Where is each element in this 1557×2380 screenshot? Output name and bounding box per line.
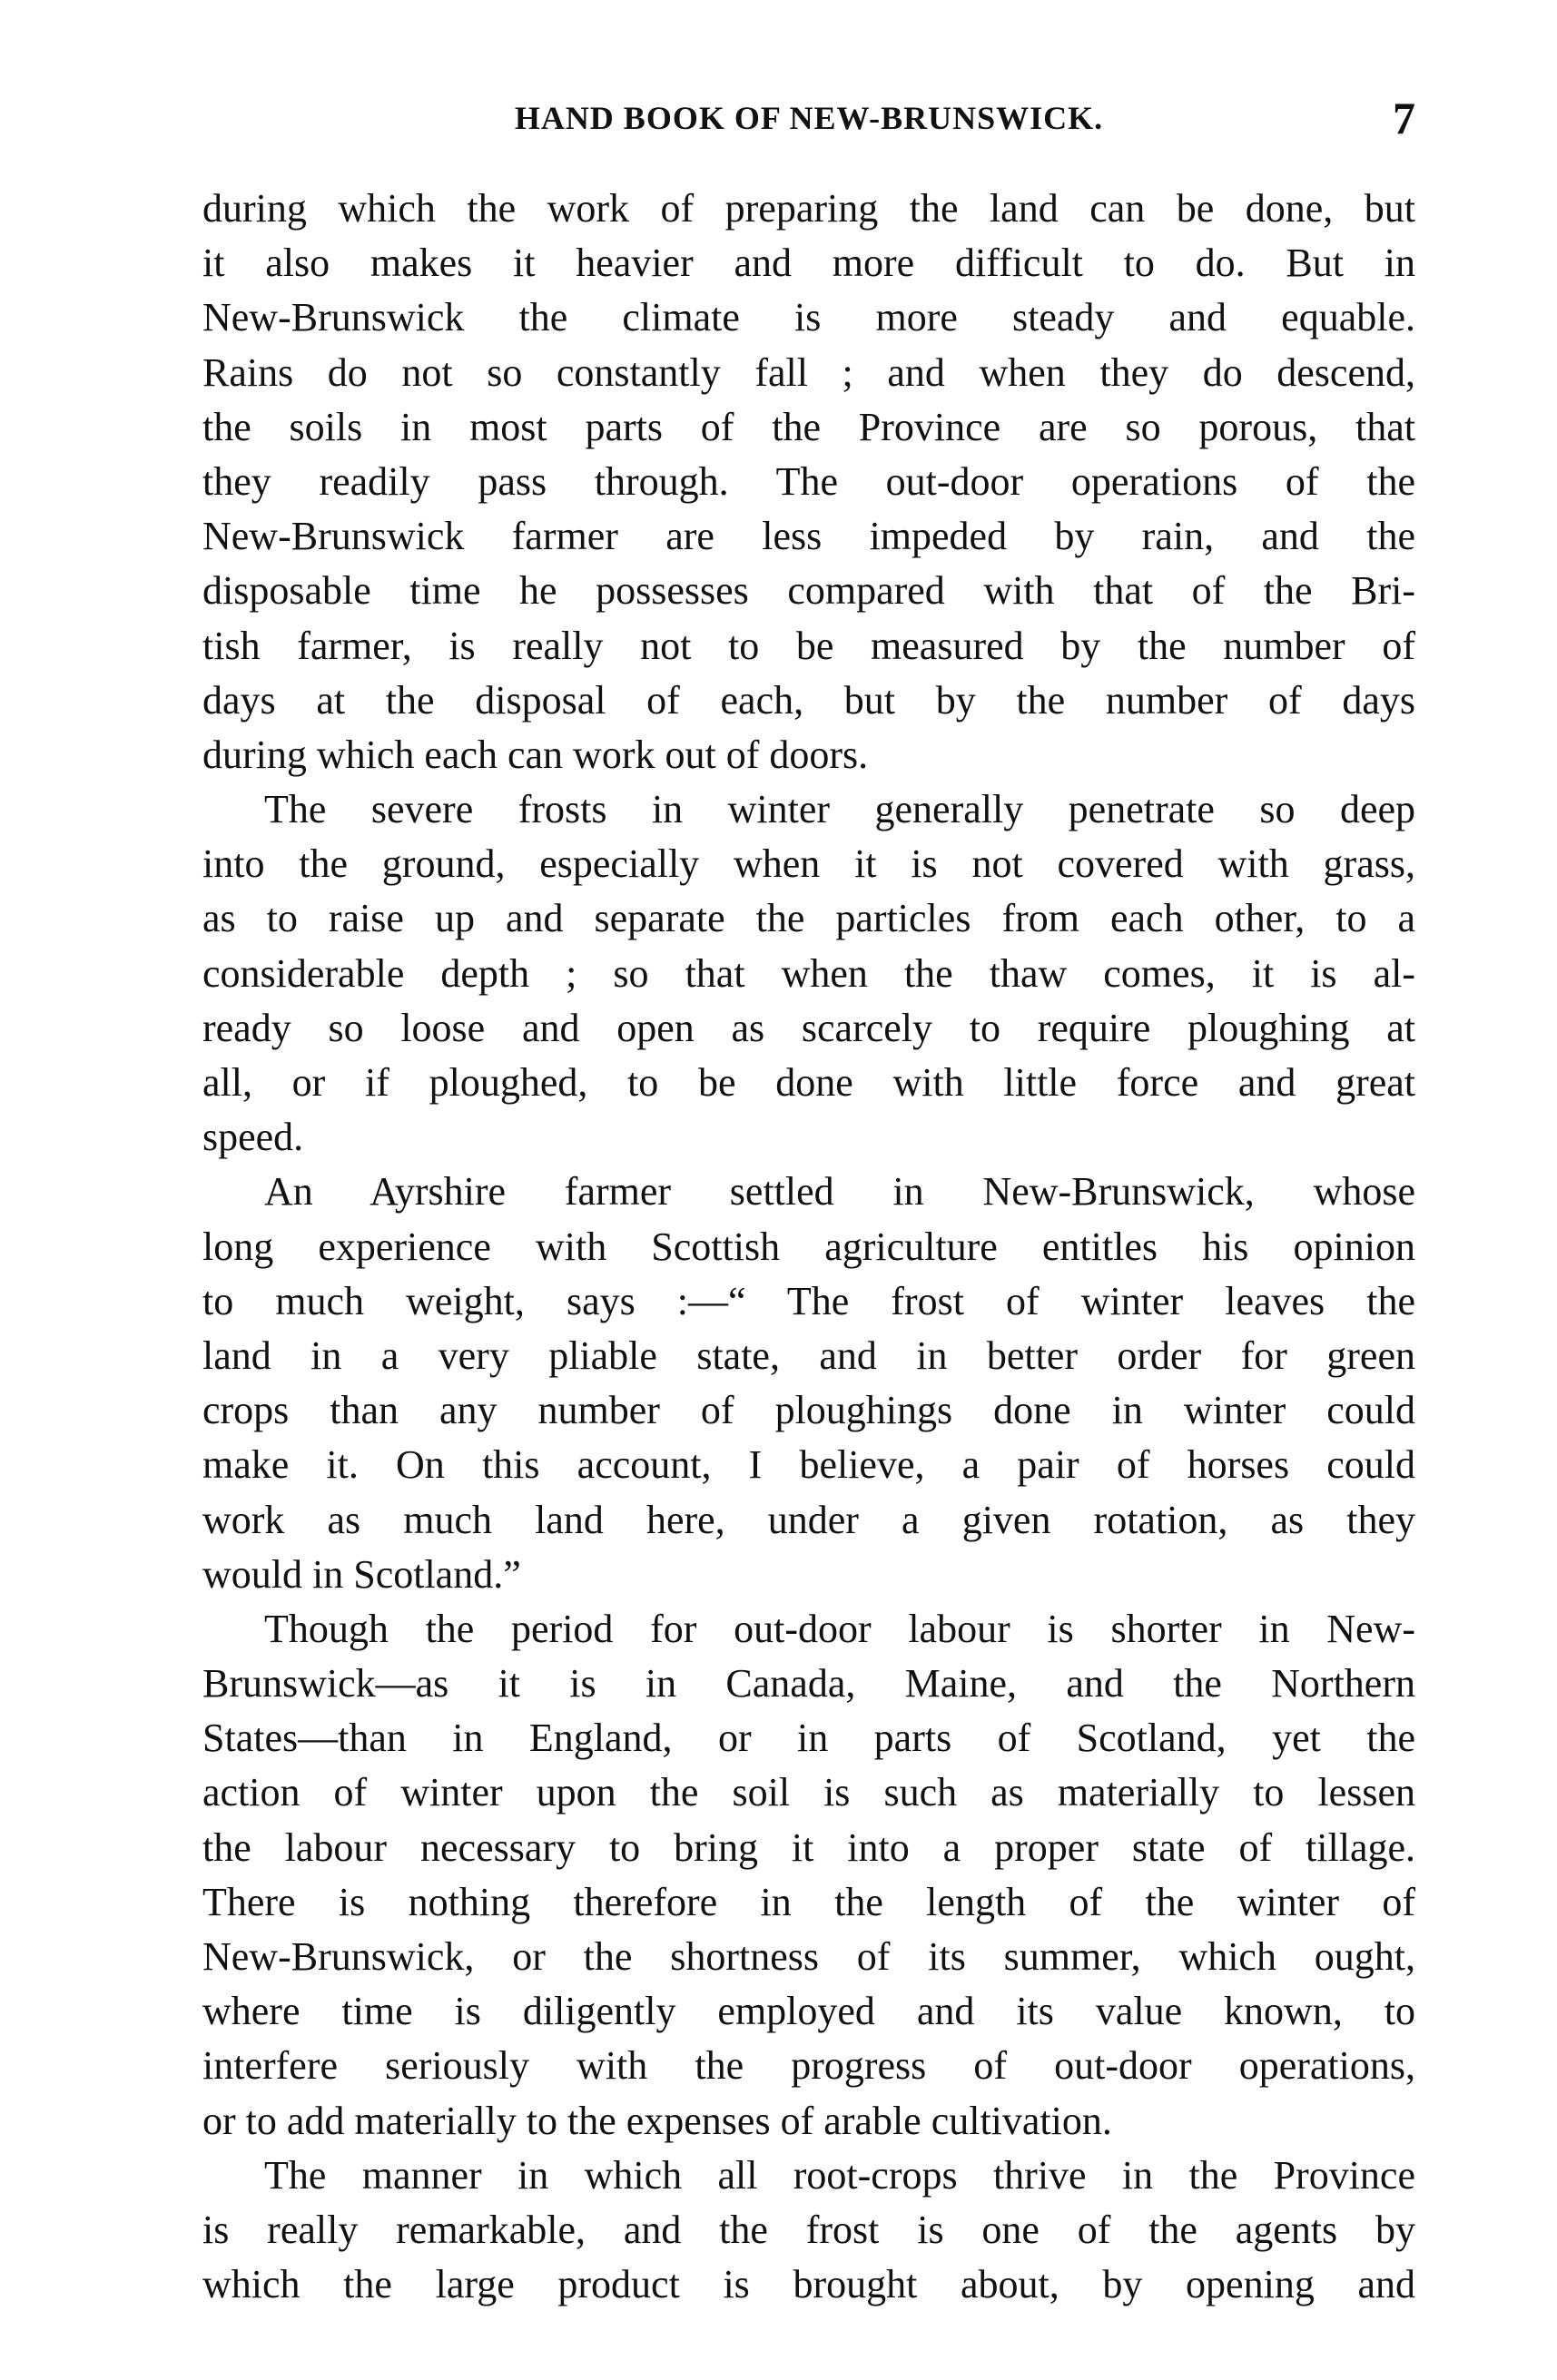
text-line: all, or if ploughed, to be done with little force and great	[202, 1060, 1415, 1105]
text-line: crops than any number of ploughings done in winter could	[202, 1388, 1415, 1433]
text-line: An Ayrshire farmer settled in New-Brunswick, whose	[264, 1169, 1415, 1215]
text-line: which the large product is brought about, by opening and	[202, 2262, 1415, 2307]
text-line: Brunswick—as it is in Canada, Maine, and the Northern	[202, 1661, 1415, 1706]
text-line: would in Scotland.”	[202, 1551, 521, 1597]
text-line: Rains do not so constantly fall ; and when they do descend,	[202, 349, 1415, 395]
text-line: land in a very pliable state, and in better order for green	[202, 1333, 1415, 1378]
text-line: as to raise up and separate the particles from each other, to a	[202, 896, 1415, 941]
text-line: The severe frosts in winter generally penetrate so deep	[264, 787, 1415, 832]
text-line: speed.	[202, 1115, 304, 1160]
running-head	[202, 91, 1415, 145]
text-line: the soils in most parts of the Province are so porous, that	[202, 404, 1415, 449]
text-line: where time is diligently employed and its value known, to	[202, 1989, 1415, 2034]
text-line: interfere seriously with the progress of out-door operations,	[202, 2043, 1415, 2089]
text-line: ready so loose and open as scarcely to require ploughing at	[202, 1005, 1415, 1050]
text-line: during which the work of preparing the land can be done, but	[202, 186, 1415, 231]
text-line: days at the disposal of each, but by the number of days	[202, 677, 1415, 723]
text-line: long experience with Scottish agriculture entitles his opinion	[202, 1224, 1415, 1269]
text-line: New-Brunswick farmer are less impeded by rain, and the	[202, 514, 1415, 559]
text-line: States—than in England, or in parts of Scotland, yet the	[202, 1716, 1415, 1761]
text-line: during which each can work out of doors.	[202, 732, 869, 777]
running-title: HAND BOOK OF NEW-BRUNSWICK.	[514, 100, 1104, 136]
text-line: into the ground, especially when it is not covered with grass,	[202, 841, 1415, 887]
body-text	[202, 182, 1415, 2312]
text-line: to much weight, says :—“ The frost of winter leaves the	[202, 1278, 1415, 1323]
text-line: make it. On this account, I believe, a pair of horses could	[202, 1442, 1415, 1488]
page-number: 7	[1393, 93, 1415, 143]
text-line: or to add materially to the expenses of arable cultivation.	[202, 2098, 1112, 2143]
text-line: work as much land here, under a given rotation, as they	[202, 1497, 1415, 1542]
text-line: New-Brunswick, or the shortness of its summer, which ought,	[202, 1934, 1415, 1979]
text-line: the labour necessary to bring it into a proper state of tillage.	[202, 1824, 1415, 1870]
text-line: There is nothing therefore in the length of the winter of	[202, 1879, 1415, 1924]
text-line: is really remarkable, and the frost is one of the agents by	[202, 2207, 1415, 2252]
text-line: New-Brunswick the climate is more steady and equable.	[202, 295, 1415, 340]
text-line: they readily pass through. The out-door operations of the	[202, 458, 1415, 504]
text-line: disposable time he possesses compared with that of the Bri-	[202, 568, 1415, 614]
text-line: considerable depth ; so that when the thaw comes, it is al-	[202, 950, 1415, 996]
text-line: it also makes it heavier and more difficult to do. But in	[202, 241, 1415, 286]
text-line: The manner in which all root-crops thrive in the Province	[264, 2152, 1415, 2198]
text-line: Though the period for out-door labour is shorter in New-	[264, 1606, 1415, 1651]
text-line: tish farmer, is really not to be measured by the number of	[202, 623, 1415, 668]
text-line: action of winter upon the soil is such as materially to lessen	[202, 1770, 1415, 1815]
